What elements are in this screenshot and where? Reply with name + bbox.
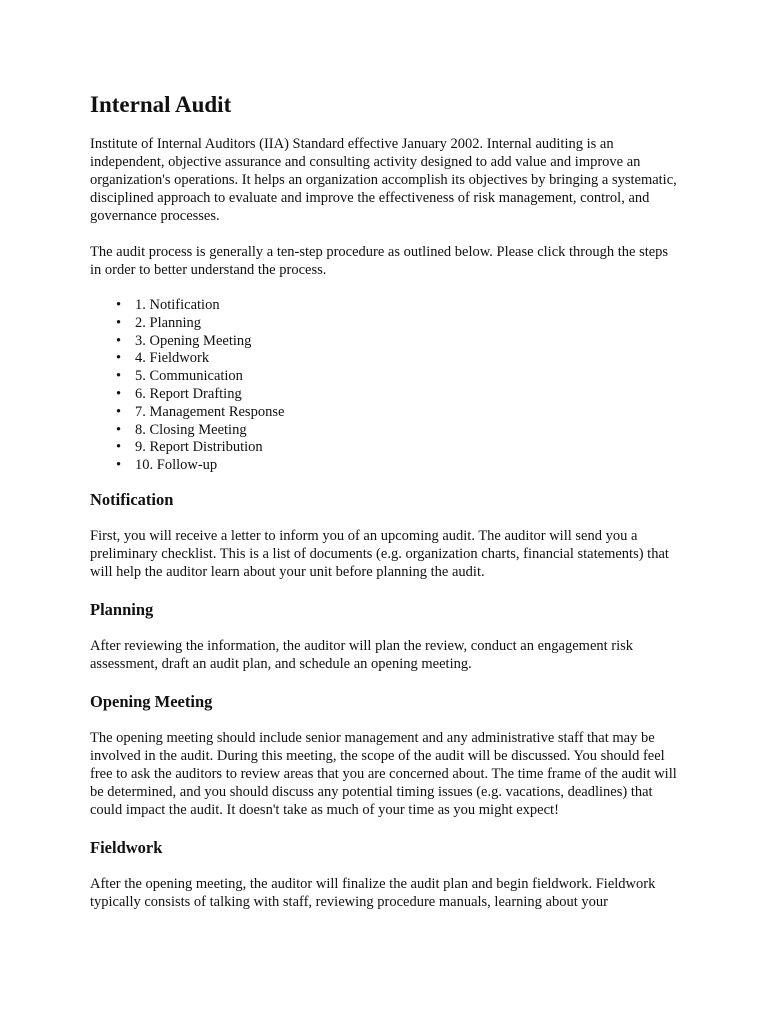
section-heading-planning: Planning xyxy=(90,599,154,619)
list-item: • 6. Report Drafting xyxy=(116,386,680,404)
document-page xyxy=(90,89,680,929)
list-item: • 9. Report Distribution xyxy=(116,439,680,457)
list-item: • 7. Management Response xyxy=(116,404,680,422)
list-item: • 1. Notification xyxy=(116,297,680,315)
section-body-opening-meeting: The opening meeting should include senior management and any administrative staff that may be involved in the audit. During this meeting, the scope of the audit will be discussed. You should feel free to ask the auditors to review areas that you are concerned about. The time frame of the audit will be determined, and you should discuss any potential timing issues (e.g. vacations, deadlines) that could impact the audit. It doesn't take as much of your time as you might expect! xyxy=(90,729,677,818)
section-heading-fieldwork: Fieldwork xyxy=(90,837,163,857)
section-heading-notification: Notification xyxy=(90,489,174,509)
list-item: • 3. Opening Meeting xyxy=(116,333,680,351)
list-item: • 4. Fieldwork xyxy=(116,350,680,368)
list-item: • 2. Planning xyxy=(116,315,680,333)
page-title: Internal Audit xyxy=(90,92,232,117)
section-heading-opening-meeting: Opening Meeting xyxy=(90,691,213,711)
steps-list xyxy=(90,297,680,475)
list-item: • 5. Communication xyxy=(116,368,680,386)
section-body-fieldwork: After the opening meeting, the auditor will finalize the audit plan and begin fieldwork. Fieldwork typically consists of talking with staff, reviewing procedure manuals, learning about your xyxy=(90,875,656,910)
list-item: • 10. Follow-up xyxy=(116,457,680,475)
list-item: • 8. Closing Meeting xyxy=(116,422,680,440)
section-body-notification: First, you will receive a letter to inform you of an upcoming audit. The auditor will send you a preliminary checklist. This is a list of documents (e.g. organization charts, financial statements) that will help the auditor learn about your unit before planning the audit. xyxy=(90,527,669,580)
section-body-planning: After reviewing the information, the auditor will plan the review, conduct an engagement risk assessment, draft an audit plan, and schedule an opening meeting. xyxy=(90,637,634,672)
intro-paragraph: Institute of Internal Auditors (IIA) Standard effective January 2002. Internal auditing is an independent, objective assurance and consulting activity designed to add value and improve an organization's operations. It helps an organization accomplish its objectives by bringing a systematic, disciplined approach to evaluate and improve the effectiveness of risk management, control, and governance processes. xyxy=(90,136,677,224)
process-paragraph: The audit process is generally a ten-step procedure as outlined below. Please click through the steps in order to better understand the process. xyxy=(90,244,669,278)
